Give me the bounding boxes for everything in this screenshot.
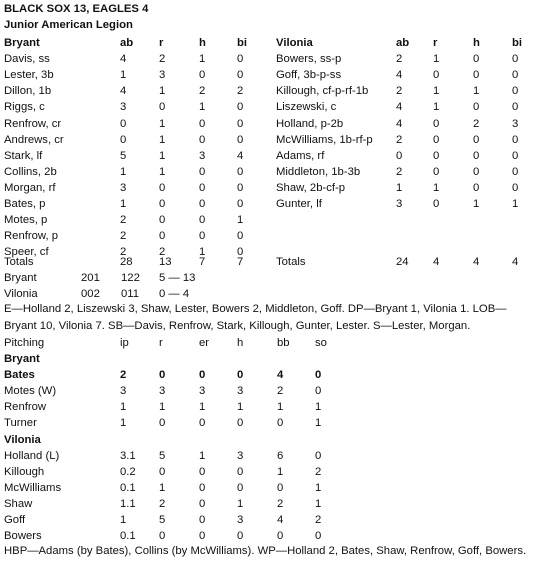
stat-r: 0 <box>159 182 166 194</box>
stat-ab: 2 <box>120 214 127 226</box>
pitching-er: 0 <box>199 498 206 510</box>
stat-h: 1 <box>199 53 206 65</box>
stat-ab: 4 <box>396 69 403 81</box>
player-name: Speer, cf <box>4 246 49 258</box>
stat-r: 0 <box>159 198 166 210</box>
pitching-bb: 0 <box>277 417 284 429</box>
stat-bi: 2 <box>237 85 244 97</box>
pitching-ip: 1 <box>120 514 127 526</box>
stat-h: 0 <box>199 182 206 194</box>
stat-bi: 1 <box>237 214 244 226</box>
player-name: Collins, 2b <box>4 166 57 178</box>
stat-h: 1 <box>199 246 206 258</box>
stat-ab: 1 <box>120 166 127 178</box>
totals-h: 4 <box>473 256 480 268</box>
batting-row-right <box>0 99 550 115</box>
stat-r: 1 <box>433 101 440 113</box>
pitching-h: 0 <box>237 482 244 494</box>
stat-bi: 0 <box>512 166 519 178</box>
totals-ab: 24 <box>396 256 409 268</box>
pitching-so: 0 <box>315 450 322 462</box>
pitching-label: Pitching <box>4 337 45 349</box>
pitcher-name: Bates <box>4 369 35 381</box>
stat-h: 0 <box>473 166 480 178</box>
pitcher-name: Holland (L) <box>4 450 60 462</box>
stat-r: 2 <box>159 53 166 65</box>
pitching-header-r: r <box>159 337 163 349</box>
pitching-bb: 0 <box>277 482 284 494</box>
stat-bi: 0 <box>512 53 519 65</box>
pitching-ip: 0.1 <box>120 482 136 494</box>
stat-bi: 3 <box>512 118 519 130</box>
pitcher-name: McWilliams <box>4 482 62 494</box>
pitching-team-row <box>0 351 550 367</box>
pitcher-name: Goff <box>4 514 26 526</box>
batting-row-right <box>0 148 550 164</box>
column-header-r: r <box>433 37 438 49</box>
stat-ab: 1 <box>120 198 127 210</box>
stat-r: 0 <box>433 166 440 178</box>
stat-h: 0 <box>199 166 206 178</box>
stat-bi: 0 <box>237 101 244 113</box>
pitching-h: 0 <box>237 466 244 478</box>
stat-h: 0 <box>473 53 480 65</box>
pitching-er: 3 <box>199 385 206 397</box>
pitching-h: 1 <box>237 401 244 413</box>
player-name: Motes, p <box>4 214 48 226</box>
column-header-ab: ab <box>120 37 134 49</box>
pitching-row <box>0 496 550 512</box>
stat-bi: 0 <box>237 53 244 65</box>
stat-h: 0 <box>199 214 206 226</box>
stat-bi: 0 <box>512 69 519 81</box>
linescore-result: 5 — 13 <box>159 272 196 284</box>
pitching-so: 0 <box>315 385 322 397</box>
pitching-r: 2 <box>159 498 166 510</box>
pitching-row <box>0 512 550 528</box>
pitching-r: 0 <box>159 466 166 478</box>
column-header-bi: bi <box>512 37 523 49</box>
pitching-header-er: er <box>199 337 210 349</box>
pitching-h: 0 <box>237 530 244 542</box>
notes-line-2: Bryant 10, Vilonia 7. SB—Davis, Renfrow, Stark, Killough, Gunter, Lester. S—Lester, Morgan. <box>4 320 471 332</box>
pitching-row <box>0 528 550 544</box>
footer-notes: HBP—Adams (by Bates), Collins (by McWilliams). WP—Holland 2, Bates, Shaw, Renfrow, Goff, Bowers. <box>4 545 527 557</box>
pitching-bb: 2 <box>277 385 284 397</box>
player-name: Stark, lf <box>4 150 43 162</box>
stat-ab: 3 <box>120 182 127 194</box>
stat-bi: 0 <box>237 134 244 146</box>
player-name: McWilliams, 1b-rf-p <box>276 134 373 146</box>
linescore-innings-1-3: 002 <box>81 288 100 300</box>
player-name: Andrews, cr <box>4 134 64 146</box>
pitching-team-row <box>0 432 550 448</box>
player-name: Liszewski, c <box>276 101 337 113</box>
player-name: Davis, ss <box>4 53 50 65</box>
stat-r: 1 <box>433 182 440 194</box>
pitching-er: 0 <box>199 530 206 542</box>
stat-h: 0 <box>473 150 480 162</box>
pitching-so: 0 <box>315 369 322 381</box>
stat-h: 0 <box>473 69 480 81</box>
batting-row-right <box>0 67 550 83</box>
player-name: Riggs, c <box>4 101 45 113</box>
player-name: Adams, rf <box>276 150 325 162</box>
stat-bi: 0 <box>512 182 519 194</box>
stat-bi: 0 <box>512 101 519 113</box>
totals-h: 7 <box>199 256 206 268</box>
stat-ab: 4 <box>396 101 403 113</box>
stat-h: 2 <box>199 85 206 97</box>
stat-bi: 0 <box>237 166 244 178</box>
pitching-ip: 0.1 <box>120 530 136 542</box>
stat-bi: 0 <box>237 182 244 194</box>
batting-row-right <box>0 164 550 180</box>
pitching-header-h: h <box>237 337 244 349</box>
pitching-row <box>0 415 550 431</box>
pitching-team-name: Bryant <box>4 353 40 365</box>
stat-ab: 5 <box>120 150 127 162</box>
stat-r: 0 <box>433 198 440 210</box>
pitching-r: 1 <box>159 482 166 494</box>
pitching-row <box>0 448 550 464</box>
pitching-ip: 1 <box>120 417 127 429</box>
linescore-team: Vilonia <box>4 288 38 300</box>
player-name: Holland, p-2b <box>276 118 344 130</box>
pitching-h: 3 <box>237 514 244 526</box>
pitcher-name: Killough <box>4 466 45 478</box>
stat-ab: 2 <box>396 53 403 65</box>
stat-r: 0 <box>433 118 440 130</box>
player-name: Morgan, rf <box>4 182 56 194</box>
pitching-so: 2 <box>315 514 322 526</box>
stat-r: 1 <box>159 118 166 130</box>
pitching-r: 0 <box>159 530 166 542</box>
totals-label: Totals <box>276 256 306 268</box>
pitching-bb: 2 <box>277 498 284 510</box>
linescore-row <box>0 270 550 286</box>
stat-h: 1 <box>473 198 480 210</box>
stat-r: 1 <box>159 134 166 146</box>
pitching-er: 1 <box>199 450 206 462</box>
stat-r: 0 <box>159 214 166 226</box>
stat-r: 0 <box>433 150 440 162</box>
pitching-h: 1 <box>237 498 244 510</box>
stat-h: 0 <box>473 134 480 146</box>
stat-h: 0 <box>199 118 206 130</box>
pitching-so: 1 <box>315 482 322 494</box>
pitching-er: 0 <box>199 369 206 381</box>
player-name: Bates, p <box>4 198 46 210</box>
pitching-ip: 2 <box>120 369 127 381</box>
pitching-r: 0 <box>159 417 166 429</box>
stat-ab: 1 <box>396 182 403 194</box>
column-header-ab: ab <box>396 37 410 49</box>
stat-bi: 0 <box>512 150 519 162</box>
pitching-bb: 0 <box>277 530 284 542</box>
batting-totals-row <box>0 254 550 270</box>
stat-ab: 0 <box>120 118 127 130</box>
batting-row-left <box>0 228 550 244</box>
pitching-bb: 4 <box>277 369 284 381</box>
pitching-so: 1 <box>315 401 322 413</box>
pitching-h: 0 <box>237 369 244 381</box>
totals-bi: 4 <box>512 256 519 268</box>
pitching-header-row <box>0 335 550 351</box>
pitching-er: 0 <box>199 417 206 429</box>
stat-bi: 0 <box>237 118 244 130</box>
pitching-ip: 3 <box>120 385 127 397</box>
pitching-so: 1 <box>315 417 322 429</box>
batting-row-right <box>0 196 550 212</box>
batting-row-left <box>0 212 550 228</box>
column-header-r: r <box>159 37 164 49</box>
subhead: Junior American Legion <box>4 19 133 31</box>
pitching-r: 3 <box>159 385 166 397</box>
player-name: Lester, 3b <box>4 69 54 81</box>
stat-ab: 2 <box>120 246 127 258</box>
pitching-bb: 6 <box>277 450 284 462</box>
stat-h: 1 <box>199 101 206 113</box>
player-name: Middleton, 1b-3b <box>276 166 361 178</box>
stat-r: 2 <box>159 246 166 258</box>
totals-label: Totals <box>4 256 34 268</box>
stat-r: 0 <box>159 101 166 113</box>
player-name: Gunter, lf <box>276 198 322 210</box>
stat-bi: 0 <box>512 134 519 146</box>
batting-row-right <box>0 51 550 67</box>
player-name: Renfrow, p <box>4 230 59 242</box>
batting-row-right <box>0 132 550 148</box>
linescore-team: Bryant <box>4 272 37 284</box>
pitching-bb: 1 <box>277 466 284 478</box>
pitching-bb: 1 <box>277 401 284 413</box>
stat-ab: 2 <box>396 85 403 97</box>
pitching-ip: 0.2 <box>120 466 136 478</box>
player-name: Killough, cf-p-rf-1b <box>276 85 369 97</box>
batting-row-right <box>0 116 550 132</box>
stat-r: 0 <box>433 134 440 146</box>
totals-r: 4 <box>433 256 440 268</box>
stat-r: 3 <box>159 69 166 81</box>
pitching-header-so: so <box>315 337 327 349</box>
pitching-er: 0 <box>199 482 206 494</box>
stat-ab: 2 <box>120 230 127 242</box>
player-name: Bowers, ss-p <box>276 53 342 65</box>
pitcher-name: Renfrow <box>4 401 47 413</box>
stat-h: 0 <box>199 134 206 146</box>
totals-bi: 7 <box>237 256 244 268</box>
pitching-h: 3 <box>237 450 244 462</box>
stat-bi: 0 <box>512 85 519 97</box>
stat-bi: 4 <box>237 150 244 162</box>
pitching-bb: 4 <box>277 514 284 526</box>
batting-row-right <box>0 180 550 196</box>
pitcher-name: Motes (W) <box>4 385 57 397</box>
stat-bi: 0 <box>237 69 244 81</box>
stat-r: 1 <box>159 85 166 97</box>
stat-ab: 4 <box>120 85 127 97</box>
stat-bi: 0 <box>237 198 244 210</box>
pitching-r: 5 <box>159 514 166 526</box>
linescore-innings-4-6: 122 <box>121 272 140 284</box>
stat-h: 0 <box>199 230 206 242</box>
stat-h: 0 <box>199 198 206 210</box>
player-name: Goff, 3b-p-ss <box>276 69 342 81</box>
stat-r: 0 <box>159 230 166 242</box>
stat-ab: 0 <box>396 150 403 162</box>
pitching-so: 0 <box>315 530 322 542</box>
stat-h: 0 <box>473 101 480 113</box>
pitcher-name: Turner <box>4 417 37 429</box>
pitching-er: 1 <box>199 401 206 413</box>
batting-header-row <box>0 35 550 51</box>
stat-h: 1 <box>473 85 480 97</box>
notes-line-1: E—Holland 2, Liszewski 3, Shaw, Lester, Bowers 2, Middleton, Goff. DP—Bryant 1, Vilonia 1. LOB— <box>4 303 507 315</box>
pitching-h: 3 <box>237 385 244 397</box>
stat-h: 0 <box>199 69 206 81</box>
stat-r: 1 <box>159 166 166 178</box>
player-name: Shaw, 2b-cf-p <box>276 182 346 194</box>
stat-ab: 0 <box>120 134 127 146</box>
pitching-ip: 3.1 <box>120 450 136 462</box>
stat-r: 1 <box>159 150 166 162</box>
column-header-h: h <box>473 37 480 49</box>
pitching-header-bb: bb <box>277 337 290 349</box>
pitching-row <box>0 399 550 415</box>
linescore-innings-4-6: 011 <box>121 288 140 300</box>
stat-ab: 2 <box>396 134 403 146</box>
pitching-row <box>0 383 550 399</box>
stat-ab: 2 <box>396 166 403 178</box>
stat-h: 0 <box>473 182 480 194</box>
pitching-h: 0 <box>237 417 244 429</box>
player-name: Dillon, 1b <box>4 85 52 97</box>
totals-r: 13 <box>159 256 172 268</box>
stat-bi: 0 <box>237 230 244 242</box>
pitcher-name: Shaw <box>4 498 33 510</box>
pitching-r: 0 <box>159 369 166 381</box>
stat-bi: 1 <box>512 198 519 210</box>
team-name-header: Vilonia <box>276 37 313 49</box>
pitching-row <box>0 367 550 383</box>
pitching-er: 0 <box>199 514 206 526</box>
pitcher-name: Bowers <box>4 530 42 542</box>
linescore-result: 0 — 4 <box>159 288 190 300</box>
headline: BLACK SOX 13, EAGLES 4 <box>4 3 149 15</box>
linescore-innings-1-3: 201 <box>81 272 100 284</box>
stat-ab: 3 <box>396 198 403 210</box>
pitching-er: 0 <box>199 466 206 478</box>
stat-ab: 3 <box>120 101 127 113</box>
pitching-row <box>0 480 550 496</box>
pitching-team-name: Vilonia <box>4 434 41 446</box>
pitching-ip: 1.1 <box>120 498 136 510</box>
stat-bi: 0 <box>237 246 244 258</box>
stat-h: 2 <box>473 118 480 130</box>
team-name-header: Bryant <box>4 37 40 49</box>
stat-ab: 1 <box>120 69 127 81</box>
stat-r: 1 <box>433 53 440 65</box>
column-header-h: h <box>199 37 206 49</box>
pitching-r: 5 <box>159 450 166 462</box>
pitching-header-ip: ip <box>120 337 129 349</box>
pitching-so: 2 <box>315 466 322 478</box>
stat-ab: 4 <box>120 53 127 65</box>
stat-h: 3 <box>199 150 206 162</box>
pitching-so: 1 <box>315 498 322 510</box>
column-header-bi: bi <box>237 37 248 49</box>
totals-ab: 28 <box>120 256 133 268</box>
pitching-row <box>0 464 550 480</box>
stat-ab: 4 <box>396 118 403 130</box>
player-name: Renfrow, cr <box>4 118 62 130</box>
batting-row-right <box>0 83 550 99</box>
stat-r: 0 <box>433 69 440 81</box>
stat-r: 1 <box>433 85 440 97</box>
pitching-ip: 1 <box>120 401 127 413</box>
linescore-row <box>0 286 550 302</box>
pitching-r: 1 <box>159 401 166 413</box>
